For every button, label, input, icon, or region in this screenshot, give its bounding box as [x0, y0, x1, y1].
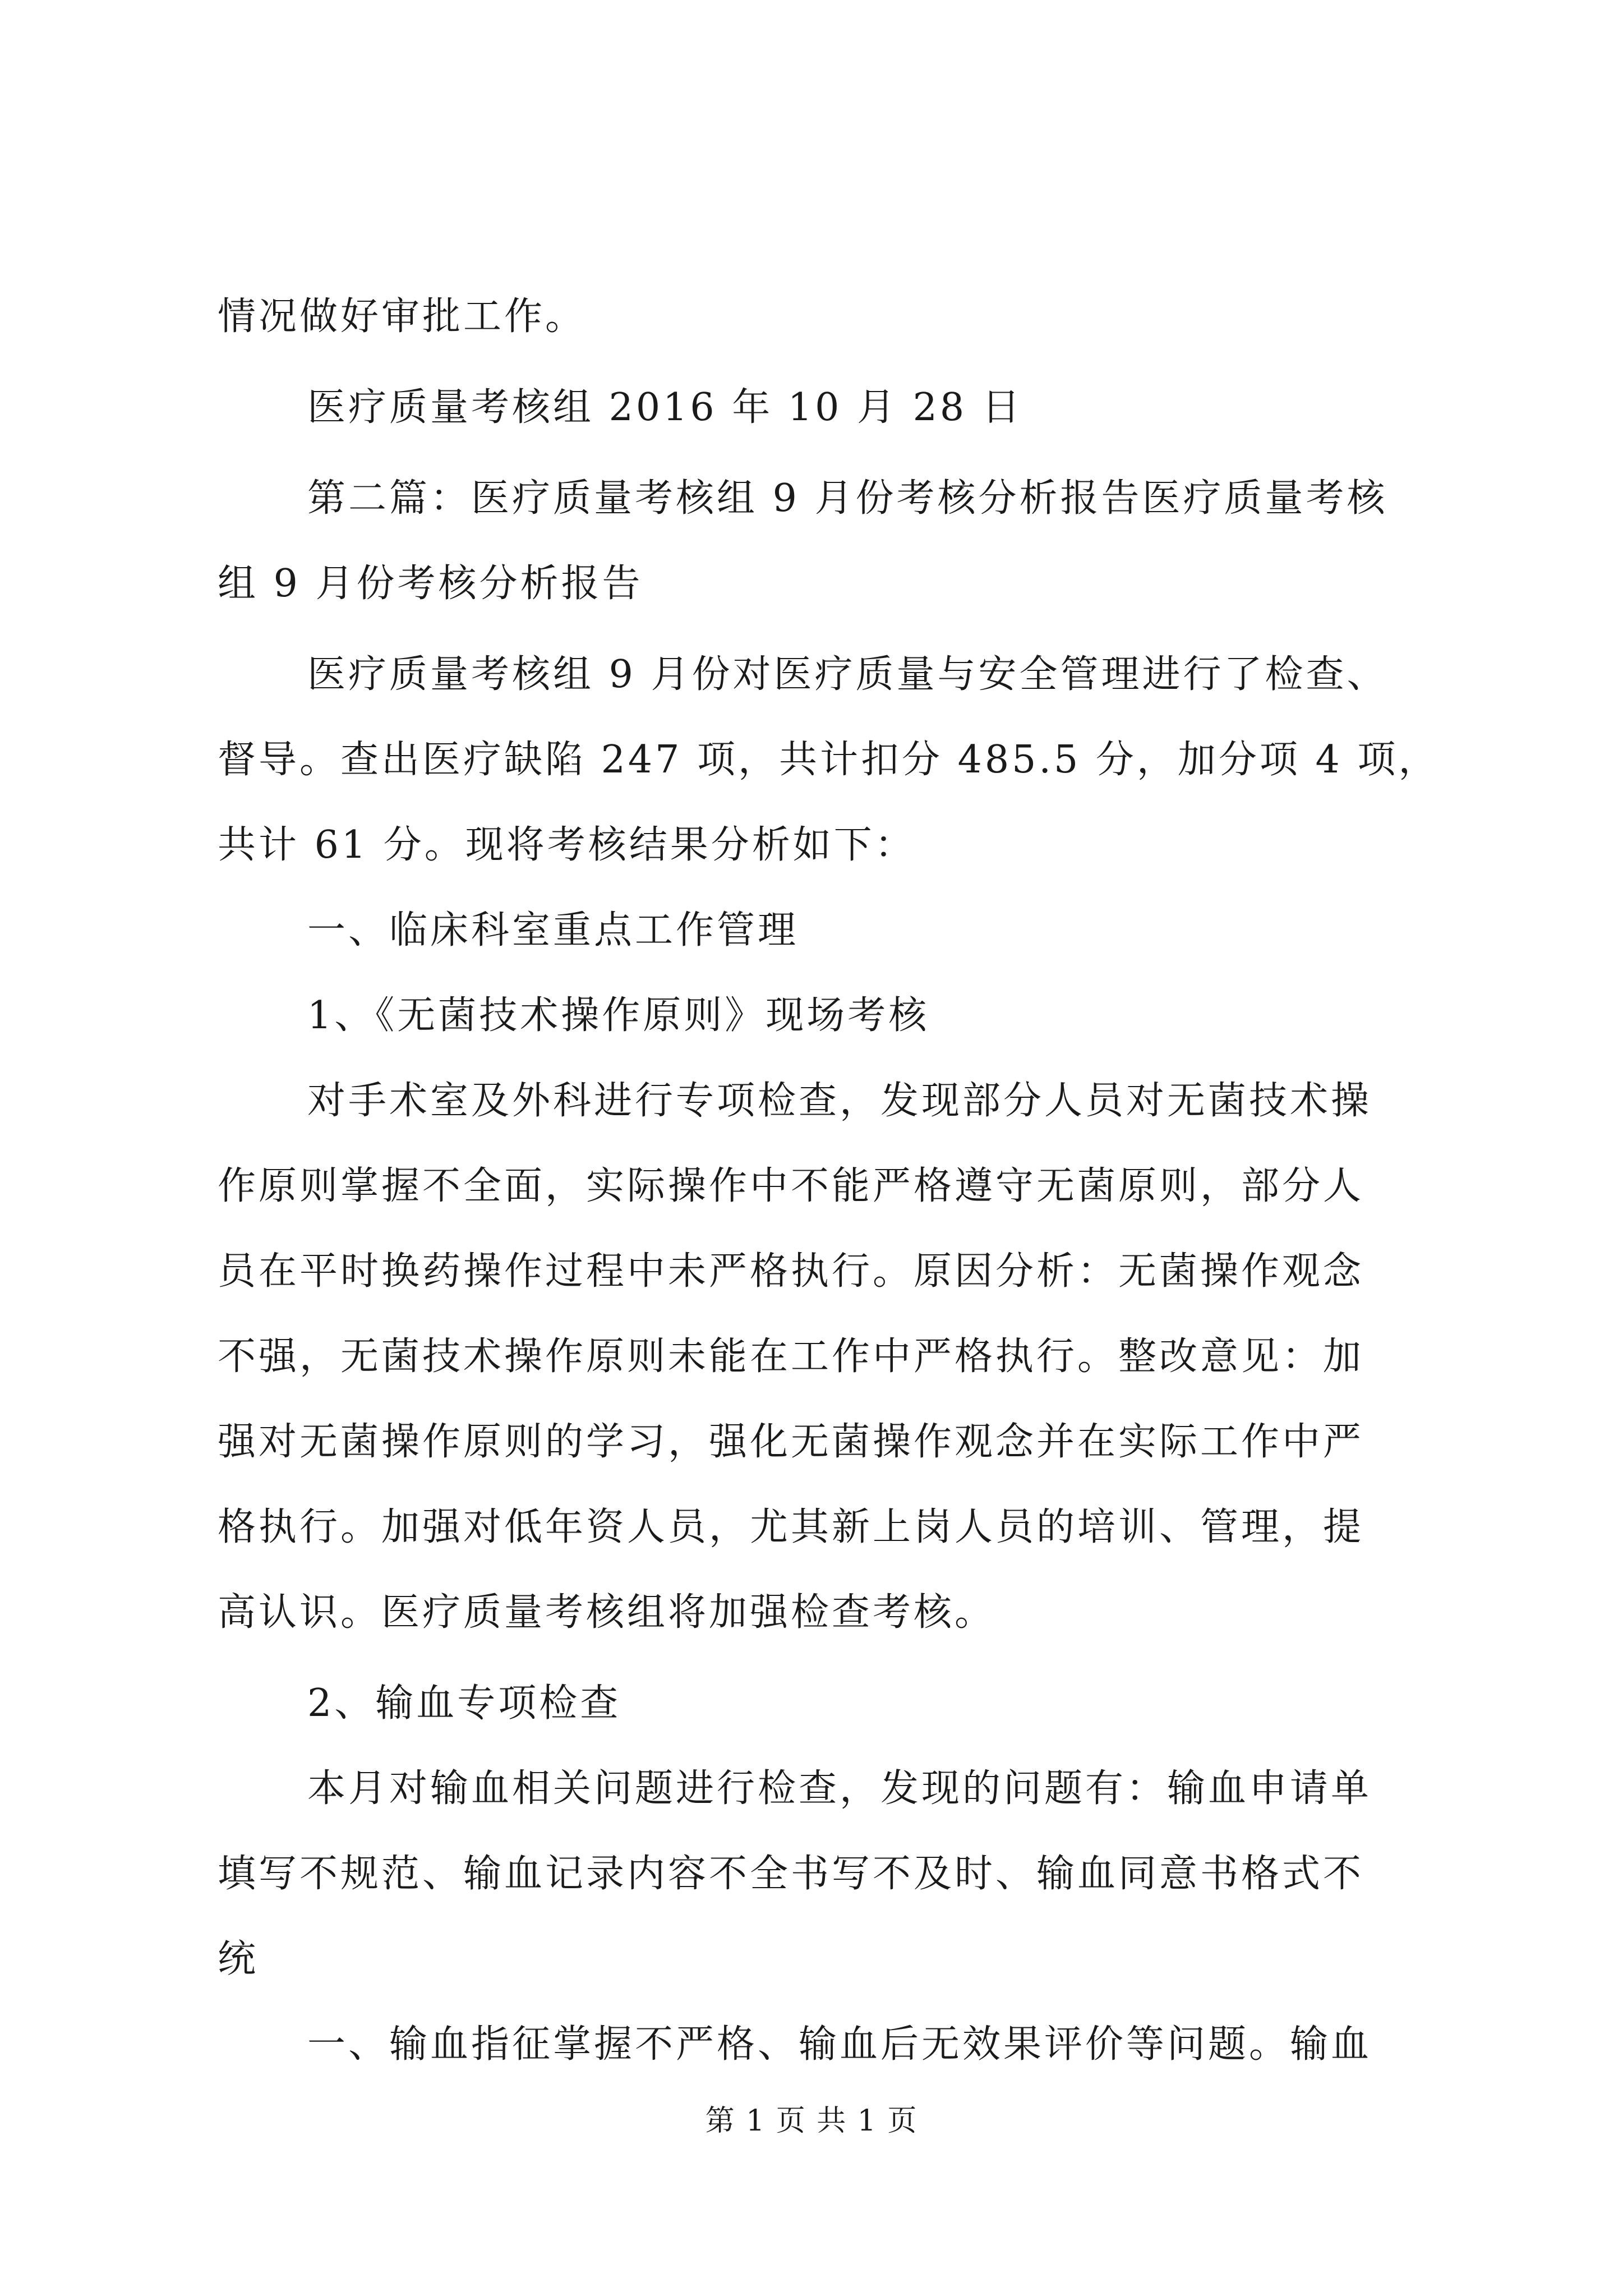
paragraph-line: 不强，无菌技术操作原则未能在工作中严格执行。整改意见：加: [218, 1335, 1364, 1379]
page-footer: 第 1 页 共 1 页: [705, 2104, 918, 2138]
text-line-2: 医疗质量考核组 2016 年 10 月 28 日: [307, 385, 1023, 430]
text-line-1: 情况做好审批工作。: [218, 295, 587, 339]
paragraph-line: 统: [218, 1937, 259, 1981]
paragraph-line: 强对无菌操作原则的学习，强化无菌操作观念并在实际工作中严: [218, 1420, 1364, 1464]
paragraph-line: 共计 61 分。现将考核结果分析如下：: [218, 823, 916, 867]
subheading: 一、临床科室重点工作管理: [307, 908, 799, 953]
paragraph-line: 高认识。医疗质量考核组将加强检查考核。: [218, 1590, 996, 1635]
section-heading-2: 第二篇：医疗质量考核组 9 月份考核分析报告医疗质量考核: [307, 476, 1388, 521]
paragraph-line: 督导。查出医疗缺陷 247 项，共计扣分 485.5 分，加分项 4 项，: [218, 738, 1440, 782]
paragraph-line: 医疗质量考核组 9 月份对医疗质量与安全管理进行了检查、: [307, 652, 1388, 697]
paragraph-line: 员在平时换药操作过程中未严格执行。原因分析：无菌操作观念: [218, 1249, 1364, 1294]
paragraph-line: 对手术室及外科进行专项检查，发现部分人员对无菌技术操: [307, 1079, 1372, 1123]
section-heading-2-cont: 组 9 月份考核分析报告: [218, 562, 643, 606]
paragraph-line: 作原则掌握不全面，实际操作中不能严格遵守无菌原则，部分人: [218, 1164, 1364, 1208]
paragraph-line: 本月对输血相关问题进行检查，发现的问题有：输血申请单: [307, 1766, 1372, 1811]
paragraph-line: 填写不规范、输血记录内容不全书写不及时、输血同意书格式不: [218, 1852, 1364, 1896]
paragraph-line: 格执行。加强对低年资人员，尤其新上岗人员的培训、管理，提: [218, 1505, 1364, 1549]
paragraph-line: 一、输血指征掌握不严格、输血后无效果评价等问题。输血: [307, 2022, 1372, 2067]
subheading: 2、输血专项检查: [307, 1681, 621, 1726]
subheading: 1、《无菌技术操作原则》现场考核: [307, 993, 930, 1038]
